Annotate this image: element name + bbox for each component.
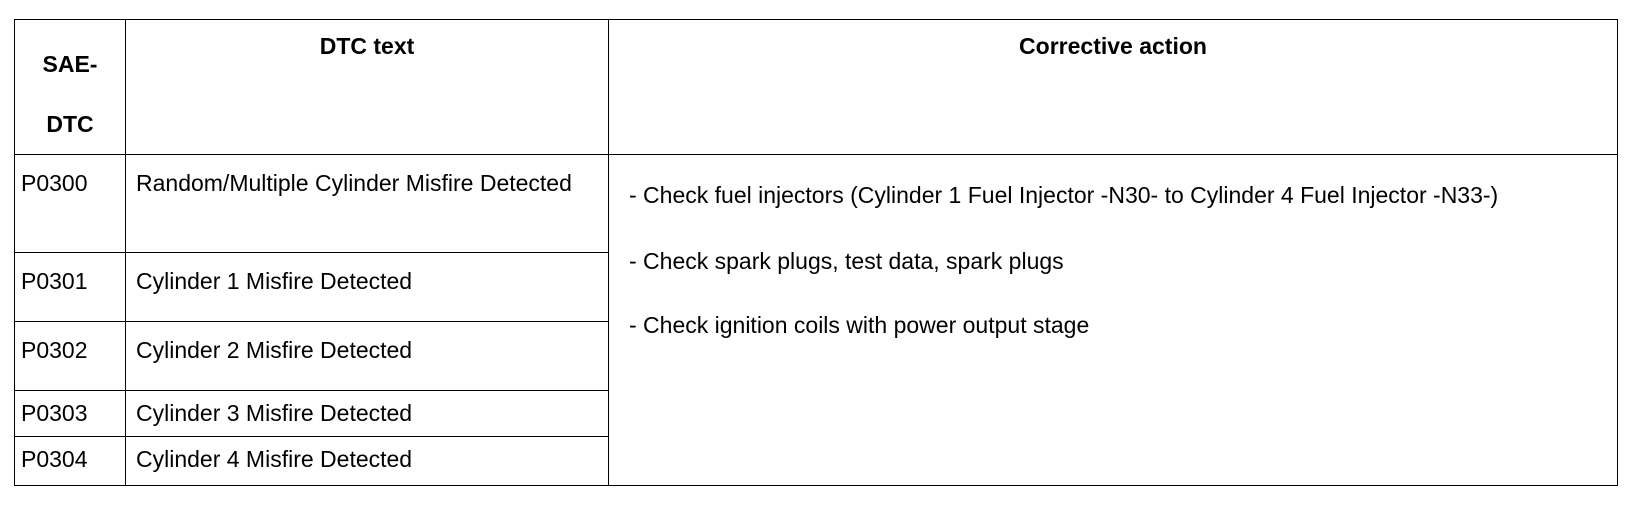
table-row	[15, 155, 1618, 253]
dtc-text-cell: Cylinder 2 Misfire Detected	[126, 322, 609, 391]
corrective-action-item: - Check spark plugs, test data, spark plugs	[629, 248, 1064, 274]
dtc-code-cell: P0302	[15, 322, 126, 391]
corrective-action-item: - Check fuel injectors (Cylinder 1 Fuel Injector -N30- to Cylinder 4 Fuel Injector -N33-)	[629, 182, 1499, 208]
header-sae-dtc	[15, 20, 126, 155]
dtc-table	[14, 19, 1618, 486]
dtc-text-cell: Random/Multiple Cylinder Misfire Detected	[126, 155, 609, 253]
corrective-action-item: - Check ignition coils with power output stage	[629, 312, 1090, 338]
dtc-text-cell: Cylinder 4 Misfire Detected	[126, 437, 609, 486]
corrective-action-cell	[609, 155, 1618, 486]
dtc-code-cell: P0301	[15, 253, 126, 322]
dtc-text-cell: Cylinder 1 Misfire Detected	[126, 253, 609, 322]
dtc-code-cell: P0304	[15, 437, 126, 486]
header-sae-dtc-line2: DTC	[46, 111, 94, 137]
header-sae-dtc-line1: SAE-	[42, 51, 98, 77]
dtc-code-cell: P0303	[15, 390, 126, 437]
header-row	[15, 20, 1618, 155]
dtc-code-cell: P0300	[15, 155, 126, 253]
header-corrective-action: Corrective action	[609, 20, 1618, 155]
dtc-text-cell: Cylinder 3 Misfire Detected	[126, 390, 609, 437]
header-dtc-text: DTC text	[126, 20, 609, 155]
